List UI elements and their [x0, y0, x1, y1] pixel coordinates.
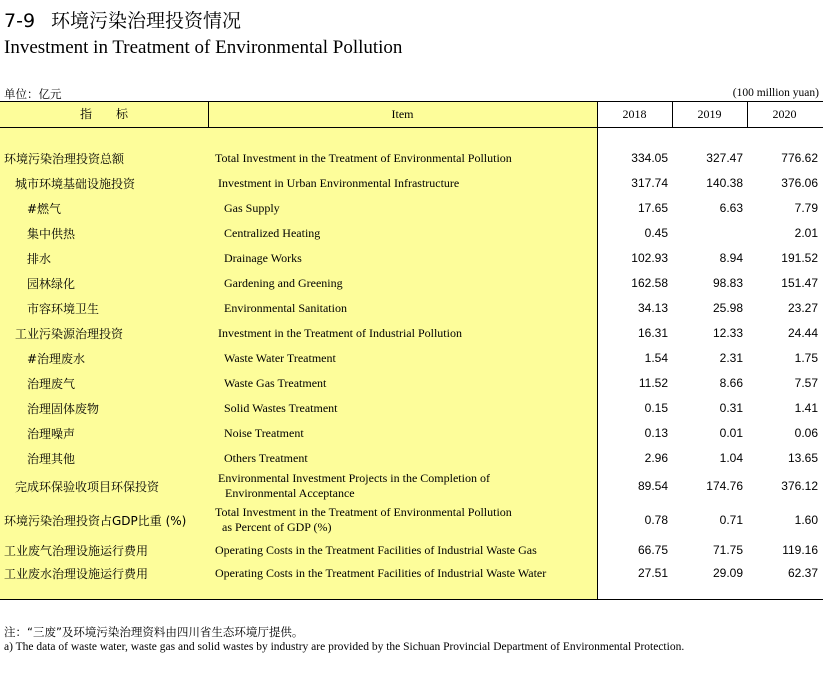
header-bottom-rule: [0, 127, 823, 128]
cell-2019: 0.71: [719, 513, 743, 527]
table-row: [0, 225, 823, 241]
row-label-en-line1: Waste Gas Treatment: [224, 376, 327, 390]
row-label-cn: 集中供热: [27, 227, 76, 241]
cell-2018: 317.74: [631, 176, 668, 190]
cell-2018: 27.51: [637, 566, 668, 580]
row-label-en: [215, 151, 512, 166]
row-label-en-line1: Investment in Urban Environmental Infrastructure: [218, 176, 460, 190]
row-label-en-line1: Solid Wastes Treatment: [224, 401, 338, 415]
cell-2020: 2.01: [794, 226, 818, 240]
cell-2018: 162.58: [631, 276, 668, 290]
footnote-cn: 注：“三废”及环境污染治理资料由四川省生态环境厅提供。: [4, 625, 304, 639]
cell-2018: 11.52: [638, 376, 668, 390]
header-year-2018: 2018: [622, 107, 647, 121]
cell-2020: 776.62: [781, 151, 818, 165]
row-label-en: [224, 426, 304, 441]
cell-2020: 0.06: [794, 426, 818, 440]
cell-2020: 24.44: [787, 326, 818, 340]
cell-2019: 6.63: [719, 201, 743, 215]
row-label-en-line1: Operating Costs in the Treatment Facilities of Industrial Waste Water: [215, 566, 547, 580]
cell-2019: 8.66: [719, 376, 743, 390]
row-label-cn: 环境污染治理投资占GDP比重 (%): [4, 514, 187, 528]
header-year-2019: 2019: [697, 107, 722, 121]
table-number: 7-9: [4, 10, 36, 32]
cell-2019: 1.04: [719, 451, 743, 465]
row-label-en: [215, 566, 546, 581]
cell-2018: 0.13: [644, 426, 668, 440]
row-label-en-line1: Total Investment in the Treatment of Environmental Pollution: [215, 505, 512, 519]
row-label-en: [224, 226, 320, 241]
cell-2018: 102.93: [631, 251, 668, 265]
row-label-en-line2: Environmental Acceptance: [225, 486, 355, 500]
row-label-en: [224, 276, 343, 291]
table-row: [0, 425, 823, 441]
row-label-en-line1: Waste Water Treatment: [224, 351, 336, 365]
row-label-cn: 完成环保验收项目环保投资: [15, 480, 160, 494]
cell-2020: 1.60: [794, 513, 818, 527]
row-label-en-line1: Investment in the Treatment of Industrial Pollution: [218, 326, 462, 340]
table-row: [0, 471, 823, 500]
table-row: [0, 250, 823, 266]
row-label-cn: 环境污染治理投资总额: [4, 152, 125, 166]
cell-2020: 191.52: [781, 251, 818, 265]
table-row: [0, 375, 823, 391]
row-label-en: [218, 471, 490, 501]
header-indicator: 指 标: [79, 107, 128, 121]
row-label-cn: 治理其他: [27, 452, 76, 466]
row-label-en-line1: Operating Costs in the Treatment Facilities of Industrial Waste Gas: [215, 543, 537, 557]
row-label-cn: 工业废水治理设施运行费用: [4, 567, 149, 581]
cell-2020: 119.16: [782, 543, 818, 557]
cell-2019: 25.98: [712, 301, 743, 315]
row-label-cn: #治理废水: [27, 352, 86, 366]
row-label-cn: 工业污染源治理投资: [15, 327, 124, 341]
row-label-en: [224, 376, 326, 391]
row-label-cn: 治理固体废物: [27, 402, 100, 416]
row-label-en-line1: Gardening and Greening: [224, 276, 343, 290]
cell-2018: 334.05: [631, 151, 668, 165]
table-row: [0, 350, 823, 366]
cell-2019: 98.83: [712, 276, 743, 290]
table-row: [0, 175, 823, 191]
data-table: [0, 101, 823, 600]
cell-2019: 29.09: [712, 566, 743, 580]
header-year-2020: 2020: [772, 107, 797, 121]
row-label-en: [215, 505, 512, 535]
header-item: Item: [391, 107, 414, 121]
footnote-en: a) The data of waste water, waste gas and solid wastes by industry are provided by the Sichuan Provincial Department of Environmental Protection.: [4, 641, 685, 653]
cell-2020: 7.79: [794, 201, 818, 215]
cell-2020: 1.41: [794, 401, 818, 415]
row-label-cn: 城市环境基础设施投资: [15, 177, 136, 191]
row-label-en: [218, 326, 462, 341]
cell-2019: 12.33: [712, 326, 743, 340]
unit-label-cn: 单位：亿元: [4, 87, 62, 101]
table-row: [0, 565, 823, 581]
cell-2018: 0.45: [644, 226, 668, 240]
cell-2020: 23.27: [787, 301, 818, 315]
table-title-en: Investment in Treatment of Environmental Pollution: [4, 37, 403, 58]
cell-2019: 0.31: [719, 401, 743, 415]
row-label-en: [224, 451, 308, 466]
table-row: [0, 505, 823, 534]
table-row: [0, 150, 823, 166]
table-row: [0, 325, 823, 341]
cell-2019: 2.31: [719, 351, 743, 365]
cell-2019: 174.76: [706, 479, 743, 493]
cell-2018: 34.13: [637, 301, 668, 315]
row-label-cn: 工业废气治理设施运行费用: [4, 544, 149, 558]
row-label-en-line1: Environmental Investment Projects in the Completion of: [218, 471, 490, 485]
table-row: [0, 300, 823, 316]
cell-2018: 0.78: [644, 513, 668, 527]
cell-2020: 13.65: [787, 451, 818, 465]
row-label-en: [218, 176, 459, 191]
cell-2018: 2.96: [644, 451, 668, 465]
cell-2018: 66.75: [637, 543, 668, 557]
row-label-en-line1: Gas Supply: [224, 201, 280, 215]
cell-2019: 327.47: [706, 151, 743, 165]
row-label-en-line1: Others Treatment: [224, 451, 308, 465]
cell-2018: 16.31: [637, 326, 668, 340]
cell-2019: 140.38: [706, 176, 743, 190]
row-label-cn: 园林绿化: [27, 277, 76, 291]
cell-2020: 151.47: [781, 276, 818, 290]
row-label-cn: 治理噪声: [27, 427, 76, 441]
row-label-en: [224, 401, 337, 416]
row-label-en-line1: Centralized Heating: [224, 226, 321, 240]
row-label-en: [224, 301, 347, 316]
row-label-en: [224, 251, 302, 266]
row-label-cn: 排水: [27, 252, 52, 266]
cell-2020: 7.57: [794, 376, 818, 390]
title-cn-text: 环境污染治理投资情况: [51, 10, 242, 32]
cell-2020: 62.37: [787, 566, 818, 580]
cell-2018: 0.15: [644, 401, 668, 415]
table-bottom-rule: [0, 599, 823, 600]
row-label-en: [224, 351, 336, 366]
row-label-en-line1: Total Investment in the Treatment of Environmental Pollution: [215, 151, 512, 165]
cell-2019: 0.01: [719, 426, 743, 440]
cell-2020: 376.12: [781, 479, 818, 493]
row-label-en-line1: Environmental Sanitation: [224, 301, 347, 315]
cell-2019: 8.94: [719, 251, 743, 265]
table-row: [0, 200, 823, 216]
table-row: [0, 450, 823, 466]
table-row: [0, 275, 823, 291]
table-title-cn: [4, 6, 241, 33]
row-label-cn: 市容环境卫生: [27, 302, 100, 316]
row-label-en: [224, 201, 280, 216]
cell-2018: 1.54: [644, 351, 668, 365]
table-row: [0, 542, 823, 558]
table-row: [0, 400, 823, 416]
row-label-en-line1: Drainage Works: [224, 251, 302, 265]
row-label-en-line1: Noise Treatment: [224, 426, 304, 440]
row-label-en: [215, 543, 537, 558]
cell-2019: 71.75: [712, 543, 743, 557]
unit-label-en: (100 million yuan): [732, 87, 819, 99]
row-label-en-line2: as Percent of GDP (%): [222, 520, 332, 534]
row-label-cn: #燃气: [27, 202, 62, 216]
cell-2020: 1.75: [794, 351, 818, 365]
cell-2018: 89.54: [637, 479, 668, 493]
cell-2018: 17.65: [637, 201, 668, 215]
cell-2020: 376.06: [781, 176, 818, 190]
row-label-cn: 治理废气: [27, 377, 76, 391]
